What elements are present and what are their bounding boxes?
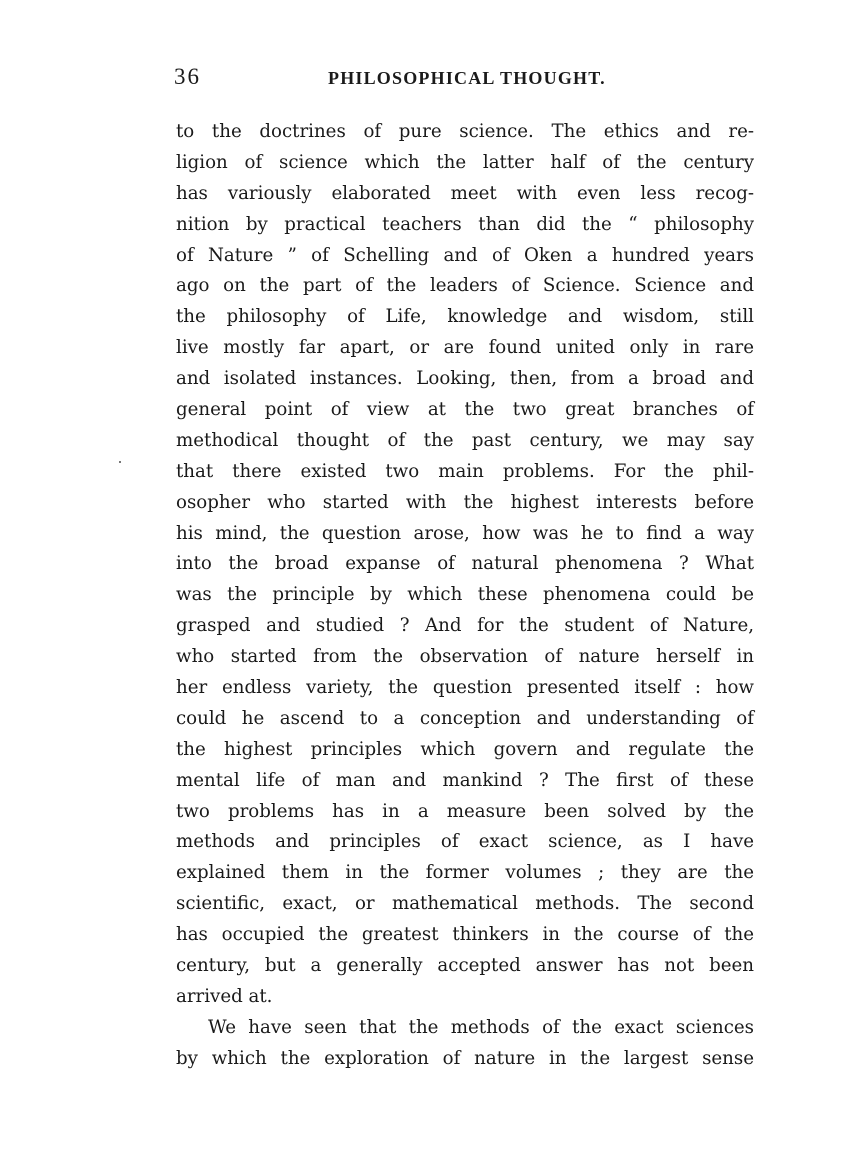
text-line: We have seen that the methods of the exact sciences xyxy=(208,1016,754,1038)
text-line: to the doctrines of pure science. The ethics and re- xyxy=(176,121,754,142)
text-line: nition by practical teachers than did the “ philosophy xyxy=(176,213,754,235)
text-line: her endless variety, the question presented itself : how xyxy=(176,677,754,699)
text-line: general point of view at the two great branches of xyxy=(176,399,754,421)
text-line: the highest principles which govern and regulate the xyxy=(176,738,754,760)
paragraph-1 xyxy=(176,117,754,1013)
text-line: methods and principles of exact science, as I have xyxy=(176,831,754,853)
text-line: who started from the observation of nature herself in xyxy=(176,646,754,668)
text-line: osopher who started with the highest interests before xyxy=(176,491,754,513)
body-text xyxy=(176,117,754,1075)
text-line: the philosophy of Life, knowledge and wisdom, still xyxy=(176,306,754,328)
text-line: live mostly far apart, or are found united only in rare xyxy=(176,337,754,359)
text-line: could he ascend to a conception and understanding of xyxy=(176,707,754,729)
text-line: two problems has in a measure been solved by the xyxy=(176,800,754,822)
print-speck xyxy=(119,461,121,463)
text-line: of Nature ” of Schelling and of Oken a hundred years xyxy=(176,244,754,266)
paragraph-2 xyxy=(176,1013,754,1075)
text-line: has variously elaborated meet with even less recog- xyxy=(176,182,754,204)
text-line: that there existed two main problems. For the phil- xyxy=(176,460,754,482)
text-line: his mind, the question arose, how was he to find a way xyxy=(176,522,754,544)
running-title: PHILOSOPHICAL THOUGHT. xyxy=(328,68,606,88)
text-line: century, but a generally accepted answer has not been xyxy=(176,955,754,977)
text-line: ligion of science which the latter half of the century xyxy=(176,151,754,173)
text-line: arrived at. xyxy=(176,985,273,1007)
text-line: mental life of man and mankind ? The first of these xyxy=(176,769,754,791)
text-line: has occupied the greatest thinkers in the course of the xyxy=(176,924,754,946)
text-line: explained them in the former volumes ; they are the xyxy=(176,862,754,884)
text-line: by which the exploration of nature in the largest sense xyxy=(176,1047,754,1069)
text-line: into the broad expanse of natural phenomena ? What xyxy=(176,553,754,575)
page-number: 36 xyxy=(174,64,201,89)
text-line: scientific, exact, or mathematical methods. The second xyxy=(176,893,754,915)
text-line: and isolated instances. Looking, then, from a broad and xyxy=(176,368,754,390)
text-line: was the principle by which these phenomena could be xyxy=(176,584,754,606)
text-line: methodical thought of the past century, we may say xyxy=(176,429,754,451)
text-line: ago on the part of the leaders of Science. Science and xyxy=(176,275,754,297)
text-line: grasped and studied ? And for the student of Nature, xyxy=(176,615,754,637)
running-head xyxy=(174,64,754,98)
